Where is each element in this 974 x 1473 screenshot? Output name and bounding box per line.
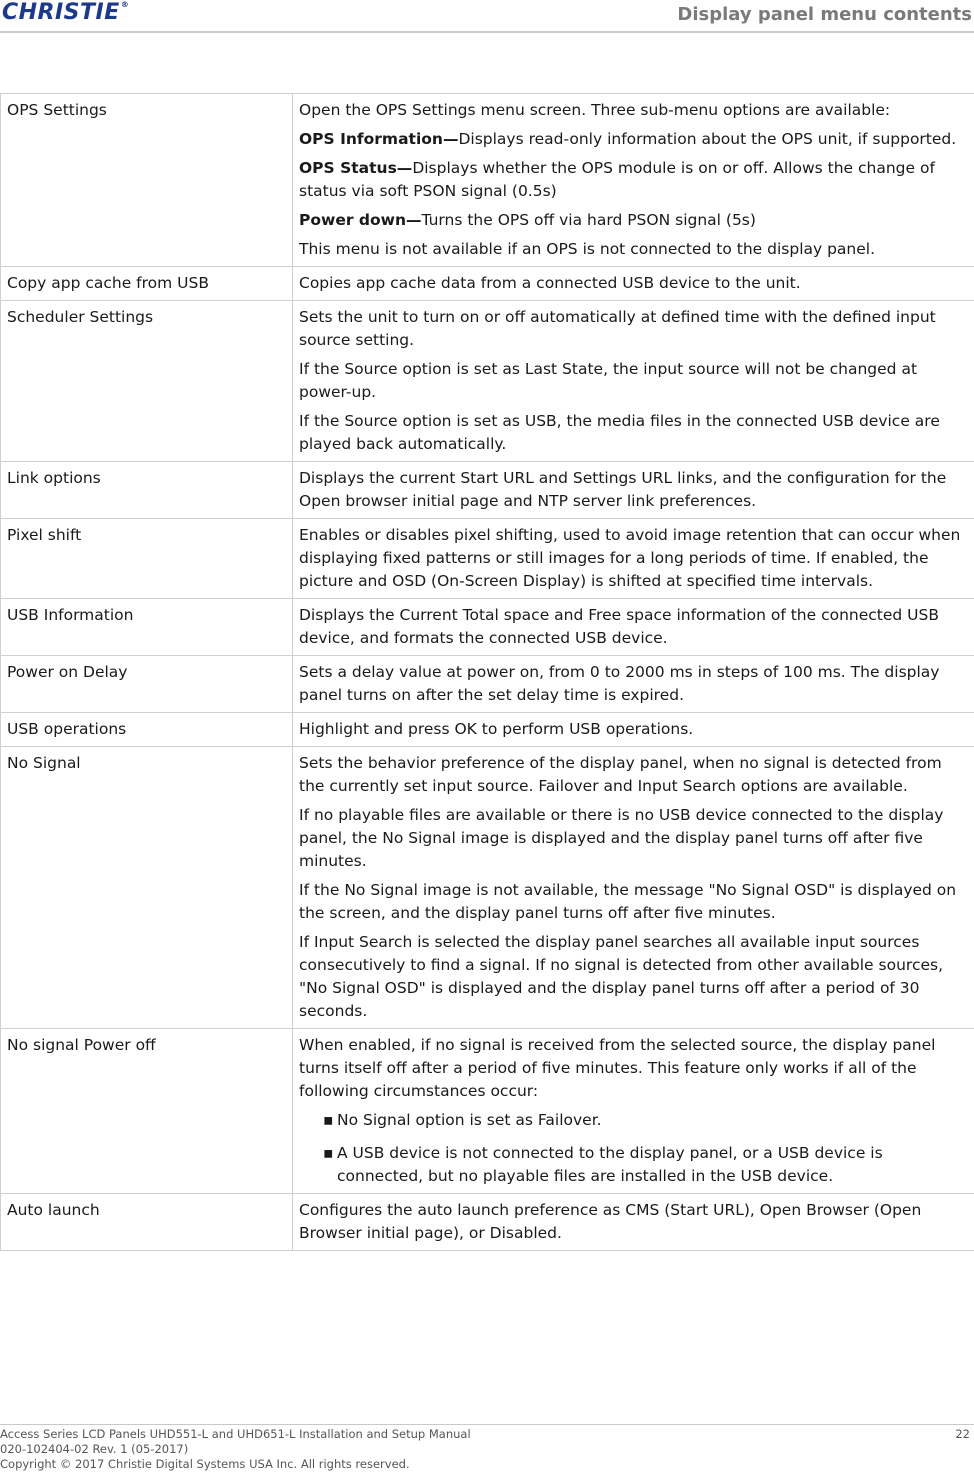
description-paragraph <box>299 804 972 873</box>
table-row <box>1 1194 974 1251</box>
menu-item-description <box>293 713 974 747</box>
footer-manual-title: Access Series LCD Panels UHD551-L and UHD651-L Installation and Setup Manual <box>0 1427 471 1441</box>
table-row <box>1 656 974 713</box>
description-paragraph <box>299 931 972 1023</box>
description-paragraph <box>299 157 972 203</box>
paragraph-text: If the No Signal image is not available, the message "No Signal OSD" is displayed on the screen, and the display panel turns off after five minutes. <box>299 881 957 922</box>
footer-copyright: Copyright © 2017 Christie Digital Systems USA Inc. All rights reserved. <box>0 1457 410 1471</box>
menu-item-description <box>293 747 974 1029</box>
menu-item-description <box>293 1029 974 1194</box>
menu-item-description <box>293 267 974 301</box>
bullet-icon: ▪ <box>323 1111 334 1129</box>
description-paragraph <box>299 99 972 122</box>
paragraph-text: Displays the Current Total space and Free space information of the connected USB device, and formats the connected USB device. <box>299 606 939 647</box>
description-paragraph <box>299 661 972 707</box>
menu-item-name: OPS Settings <box>1 94 293 267</box>
menu-item-name: USB operations <box>1 713 293 747</box>
bullet-item <box>299 1109 972 1132</box>
table-row <box>1 599 974 656</box>
description-paragraph <box>299 524 972 593</box>
paragraph-text: Turns the OPS off via hard PSON signal (5s) <box>421 211 756 229</box>
header-divider <box>0 31 974 33</box>
page-number: 22 <box>955 1427 970 1441</box>
description-paragraph <box>299 1034 972 1103</box>
description-paragraph <box>299 1199 972 1245</box>
description-paragraph <box>299 879 972 925</box>
bullet-item <box>299 1142 972 1188</box>
table-row <box>1 301 974 462</box>
bullet-text: No Signal option is set as Failover. <box>337 1111 602 1129</box>
bullet-text: A USB device is not connected to the display panel, or a USB device is connected, but no playable files are installed in the USB device. <box>337 1144 883 1185</box>
menu-item-name: Power on Delay <box>1 656 293 713</box>
menu-item-name: Auto launch <box>1 1194 293 1251</box>
paragraph-text: When enabled, if no signal is received from the selected source, the display panel turns itself off after a period of five minutes. This feature only works if all of the following circumstances occur: <box>299 1036 936 1100</box>
paragraph-text: Copies app cache data from a connected USB device to the unit. <box>299 274 801 292</box>
description-paragraph <box>299 467 972 513</box>
table-row <box>1 747 974 1029</box>
menu-item-name: No Signal <box>1 747 293 1029</box>
description-paragraph <box>299 128 972 151</box>
menu-contents-table <box>0 93 974 1251</box>
menu-item-name: Link options <box>1 462 293 519</box>
paragraph-text: If no playable files are available or there is no USB device connected to the display panel, the No Signal image is displayed and the display panel turns off after five minutes. <box>299 806 944 870</box>
paragraph-text: Enables or disables pixel shifting, used to avoid image retention that can occur when displaying fixed patterns or still images for a long periods of time. If enabled, the picture and OSD (On-Screen Display) is shifted at specified time intervals. <box>299 526 961 590</box>
menu-item-description <box>293 94 974 267</box>
paragraph-text: Sets a delay value at power on, from 0 to 2000 ms in steps of 100 ms. The display panel turns on after the set delay time is expired. <box>299 663 940 704</box>
paragraph-text: Sets the behavior preference of the display panel, when no signal is detected from the currently set input source. Failover and Input Search options are available. <box>299 754 942 795</box>
footer <box>0 1427 974 1472</box>
menu-table-body <box>1 94 974 1251</box>
menu-item-name: Scheduler Settings <box>1 301 293 462</box>
table-row <box>1 1029 974 1194</box>
description-paragraph <box>299 306 972 352</box>
menu-item-description <box>293 599 974 656</box>
paragraph-text: Highlight and press OK to perform USB operations. <box>299 720 694 738</box>
paragraph-text: Configures the auto launch preference as CMS (Start URL), Open Browser (Open Browser initial page), or Disabled. <box>299 1201 922 1242</box>
bullet-icon: ▪ <box>323 1144 334 1162</box>
paragraph-text: If the Source option is set as USB, the media files in the connected USB device are played back automatically. <box>299 412 940 453</box>
table-row <box>1 94 974 267</box>
menu-item-name: Pixel shift <box>1 519 293 599</box>
menu-item-name: Copy app cache from USB <box>1 267 293 301</box>
menu-item-description <box>293 656 974 713</box>
paragraph-text: This menu is not available if an OPS is not connected to the display panel. <box>299 240 876 258</box>
description-paragraph <box>299 238 972 261</box>
footer-divider <box>0 1424 974 1425</box>
paragraph-text: Open the OPS Settings menu screen. Three sub-menu options are available: <box>299 101 891 119</box>
description-paragraph <box>299 358 972 404</box>
bullet-list <box>299 1109 972 1188</box>
menu-item-description <box>293 519 974 599</box>
menu-item-name: No signal Power off <box>1 1029 293 1194</box>
paragraph-text: Sets the unit to turn on or off automatically at defined time with the defined input source setting. <box>299 308 936 349</box>
logo-text: CHRISTIE <box>2 0 120 25</box>
table-row <box>1 713 974 747</box>
footer-document-number: 020-102404-02 Rev. 1 (05-2017) <box>0 1442 189 1456</box>
description-paragraph <box>299 272 972 295</box>
paragraph-text: Displays whether the OPS module is on or off. Allows the change of status via soft PSON signal (0.5s) <box>299 159 935 200</box>
page-title: Display panel menu contents <box>677 4 972 25</box>
description-paragraph <box>299 718 972 741</box>
description-paragraph <box>299 410 972 456</box>
table-row <box>1 267 974 301</box>
table-row <box>1 519 974 599</box>
option-term: OPS Status— <box>299 159 413 177</box>
logo-registered-mark: ® <box>120 0 130 9</box>
menu-item-description <box>293 301 974 462</box>
menu-item-description <box>293 1194 974 1251</box>
menu-item-description <box>293 462 974 519</box>
christie-logo <box>2 0 129 25</box>
option-term: OPS Information— <box>299 130 459 148</box>
description-paragraph <box>299 604 972 650</box>
description-paragraph <box>299 752 972 798</box>
description-paragraph <box>299 209 972 232</box>
paragraph-text: If the Source option is set as Last State, the input source will not be changed at power-up. <box>299 360 918 401</box>
table-row <box>1 462 974 519</box>
menu-item-name: USB Information <box>1 599 293 656</box>
paragraph-text: Displays the current Start URL and Settings URL links, and the configuration for the Open browser initial page and NTP server link preferences. <box>299 469 947 510</box>
option-term: Power down— <box>299 211 422 229</box>
paragraph-text: Displays read-only information about the OPS unit, if supported. <box>458 130 957 148</box>
paragraph-text: If Input Search is selected the display panel searches all available input sources consecutively to find a signal. If no signal is detected from other available sources, "No Signal OSD" is displayed and the display panel turns off after a period of 30 seconds. <box>299 933 943 1020</box>
